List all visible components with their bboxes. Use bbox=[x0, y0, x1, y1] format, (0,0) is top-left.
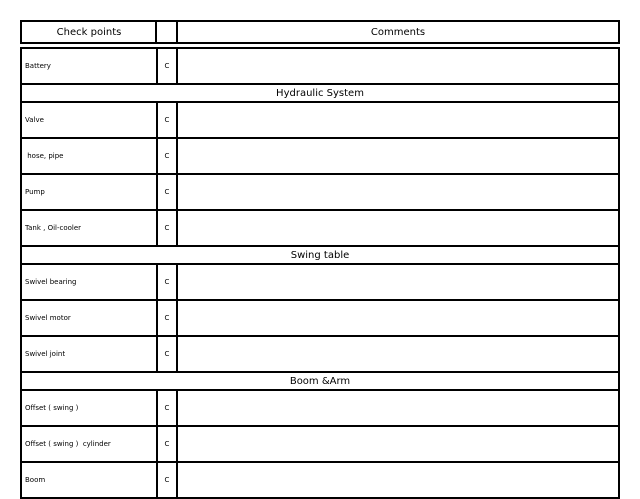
comment-cell bbox=[176, 101, 620, 139]
check-point-label: Swivel motor bbox=[20, 299, 158, 337]
check-mark-cell: C bbox=[156, 389, 178, 427]
check-point-label: Battery bbox=[20, 47, 158, 85]
comments-header: Comments bbox=[176, 20, 620, 44]
check-mark-cell: C bbox=[156, 137, 178, 175]
check-mark-cell: C bbox=[156, 425, 178, 463]
check-point-label: Pump bbox=[20, 173, 158, 211]
check-mark-cell: C bbox=[156, 299, 178, 337]
check-point-label: Offset ( swing ) cylinder bbox=[20, 425, 158, 463]
check-point-label: Swivel joint bbox=[20, 335, 158, 373]
comment-cell bbox=[176, 209, 620, 247]
section-heading: Boom &Arm bbox=[20, 371, 620, 391]
check-mark-cell: C bbox=[156, 263, 178, 301]
comment-cell bbox=[176, 137, 620, 175]
check-mark-cell: C bbox=[156, 209, 178, 247]
check-point-label: hose, pipe bbox=[20, 137, 158, 175]
check-mark-cell: C bbox=[156, 101, 178, 139]
comment-cell bbox=[176, 299, 620, 337]
comment-cell bbox=[176, 263, 620, 301]
comment-cell bbox=[176, 335, 620, 373]
check-point-label: Tank , Oil-cooler bbox=[20, 209, 158, 247]
comment-cell bbox=[176, 47, 620, 85]
comment-cell bbox=[176, 173, 620, 211]
comment-cell bbox=[176, 425, 620, 463]
check-point-label: Swivel bearing bbox=[20, 263, 158, 301]
check-mark-cell: C bbox=[156, 461, 178, 499]
check-point-label: Offset ( swing ) bbox=[20, 389, 158, 427]
check-point-label: Boom bbox=[20, 461, 158, 499]
comment-cell bbox=[176, 389, 620, 427]
section-heading: Hydraulic System bbox=[20, 83, 620, 103]
comment-cell bbox=[176, 461, 620, 499]
check-mark-cell: C bbox=[156, 173, 178, 211]
check-point-label: Valve bbox=[20, 101, 158, 139]
check-mark-cell: C bbox=[156, 47, 178, 85]
check-points-header: Check points bbox=[20, 20, 158, 44]
check-mark-cell: C bbox=[156, 335, 178, 373]
section-heading: Swing table bbox=[20, 245, 620, 265]
